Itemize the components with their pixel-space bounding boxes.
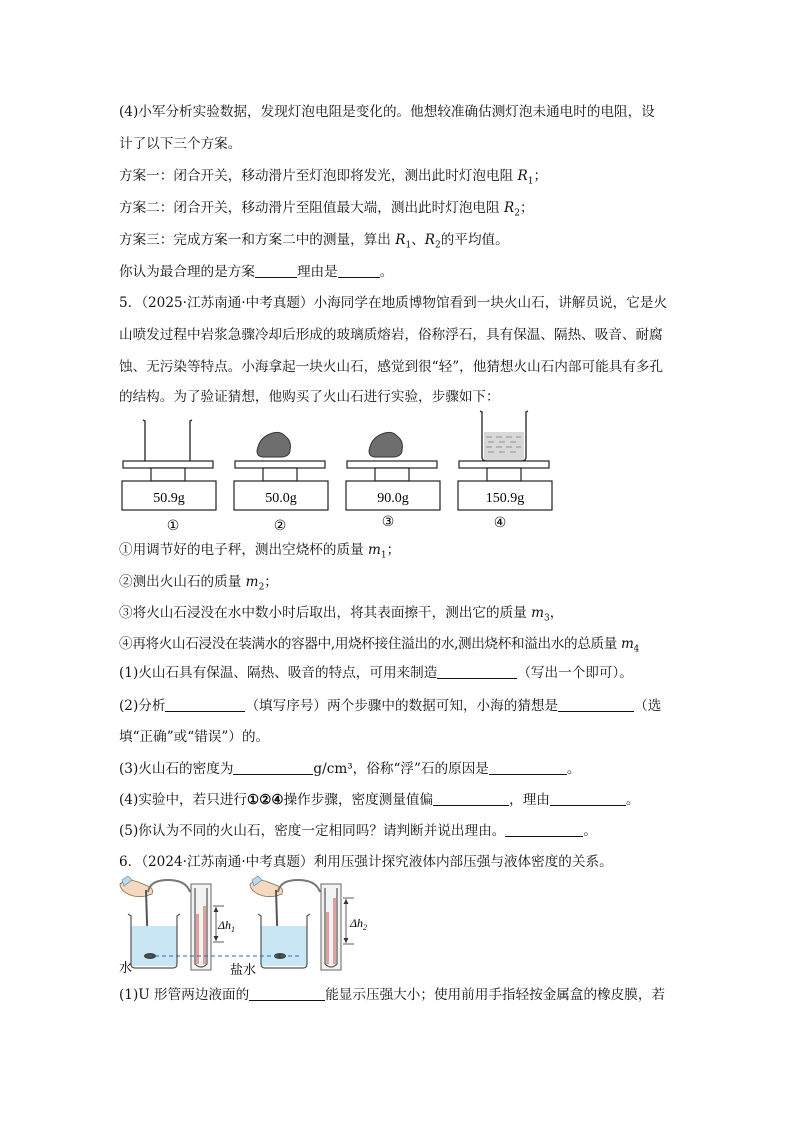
answer-blank[interactable] bbox=[505, 823, 583, 837]
scales-figure bbox=[118, 408, 558, 536]
step-4-sub: 4 bbox=[633, 644, 639, 655]
q4-line1: (4)小军分析实验数据，发现灯泡电阻是变化的。他想较准确估测灯泡未通电时的电阻，设 bbox=[119, 104, 655, 120]
water-fill-icon bbox=[131, 926, 177, 966]
q6-header: 6．（2024·江苏南通·中考真题）利用压强计探究液体内部压强与液体密度的关系。 bbox=[119, 854, 613, 870]
q4-question-c: 。 bbox=[379, 264, 394, 280]
plan-three-r2: R bbox=[424, 232, 436, 248]
q5-sub3-c: 。 bbox=[566, 761, 581, 777]
plan-one bbox=[119, 167, 547, 191]
step-1-sub: 1 bbox=[380, 550, 387, 561]
plan-three bbox=[119, 231, 509, 255]
q5-sub4-c: ，理由 bbox=[509, 792, 550, 808]
step-3-text: ③将火山石浸没在水中数小时后取出，将其表面擦干，测出它的质量 bbox=[119, 605, 532, 621]
plan-three-sub1: 1 bbox=[405, 240, 412, 251]
step-1-var: m bbox=[368, 542, 381, 558]
q5-sub2-b: （填写序号）两个步骤中的数据可知，小海的猜想是 bbox=[245, 698, 559, 714]
step-1-text: ①用调节好的电子秤，测出空烧杯的质量 bbox=[119, 542, 369, 558]
u-tube-board-icon bbox=[321, 884, 341, 970]
scale-pan-icon bbox=[347, 461, 437, 468]
plan-one-var: R bbox=[517, 168, 528, 184]
saltwater-setup bbox=[230, 876, 367, 976]
scale-number: ③ bbox=[381, 514, 395, 530]
u-tube-board-icon bbox=[191, 884, 211, 970]
scale-reading: 50.9g bbox=[153, 491, 185, 506]
answer-blank[interactable] bbox=[550, 792, 626, 806]
q4-question-a: 你认为最合理的是方案 bbox=[119, 264, 255, 280]
q5-sub5-b: 。 bbox=[583, 823, 597, 839]
plan-three-sep: 、 bbox=[411, 232, 425, 248]
scale-1 bbox=[122, 420, 216, 534]
q6-sub1 bbox=[119, 986, 665, 1004]
q5-sub3 bbox=[119, 760, 581, 778]
step-1 bbox=[119, 541, 400, 565]
q5-sub4-d: 。 bbox=[625, 792, 640, 808]
saltwater-fill-icon bbox=[261, 926, 307, 966]
q5-sub5 bbox=[119, 822, 597, 840]
q5-sub3-b: g/cm³，俗称“浮”石的原因是 bbox=[313, 761, 489, 777]
step-2-var: m bbox=[245, 574, 259, 590]
step-4 bbox=[119, 635, 639, 659]
q5-sub4-b: 操作步骤，密度测量值偏 bbox=[283, 792, 434, 808]
scale-reading: 50.0g bbox=[265, 491, 297, 506]
plan-two-var: R bbox=[503, 200, 515, 216]
q6-sub1-b: 能显示压强大小；使用前用手指轻按金属盒的橡皮膜，若 bbox=[325, 987, 666, 1003]
volcanic-rock-icon bbox=[257, 432, 290, 457]
plan-two-end: ； bbox=[519, 200, 534, 216]
q4-question-b: 理由是 bbox=[296, 264, 338, 280]
q5-sub4-a: (4)实验中，若只进行 bbox=[119, 792, 248, 808]
answer-blank[interactable] bbox=[489, 761, 567, 775]
q5-header-line3: 蚀、无污染等特点。小海拿起一块火山石，感觉到很“轻”，他猜想火山石内部可能具有多孔 bbox=[119, 359, 664, 375]
q4-question bbox=[119, 263, 393, 281]
plan-two-sub: 2 bbox=[514, 208, 520, 219]
step-2-end: ； bbox=[264, 574, 278, 590]
step-2 bbox=[119, 573, 278, 597]
answer-blank[interactable] bbox=[255, 264, 297, 278]
answer-blank[interactable] bbox=[558, 698, 634, 712]
plan-two bbox=[119, 199, 534, 223]
q5-sub2 bbox=[119, 697, 661, 715]
water-fill-icon bbox=[484, 432, 524, 460]
scale-number: ② bbox=[273, 518, 287, 534]
plan-three-end: 的平均值。 bbox=[440, 232, 509, 248]
plan-three-text: 方案三：完成方案一和方案二中的测量，算出 bbox=[119, 232, 396, 248]
water-label: 水 bbox=[119, 960, 133, 975]
q5-sub2-a: (2)分析 bbox=[119, 698, 166, 714]
q5-sub1-a: (1)火山石具有保温、隔热、吸音的特点，可用来制造 bbox=[119, 665, 438, 681]
plan-three-r1: R bbox=[395, 232, 406, 248]
q4-line2: 计了以下三个方案。 bbox=[119, 136, 242, 152]
step-3-var: m bbox=[531, 605, 545, 621]
step-3 bbox=[119, 604, 563, 628]
rubber-tube-icon bbox=[278, 880, 320, 892]
q5-sub4-steps: ①②④ bbox=[247, 792, 284, 808]
step-4-text: ④再将火山石浸没在装满水的容器中,用烧杯接住溢出的水,测出烧杯和溢出水的总质量 bbox=[119, 636, 621, 652]
plan-one-sub: 1 bbox=[527, 176, 534, 187]
answer-blank[interactable] bbox=[233, 761, 313, 775]
plan-one-text: 方案一：闭合开关，移动滑片至灯泡即将发光，测出此时灯泡电阻 bbox=[119, 168, 518, 184]
scale-pan-icon bbox=[235, 461, 325, 468]
q5-sub3-a: (3)火山石的密度为 bbox=[119, 761, 234, 777]
scale-pan-icon bbox=[459, 461, 549, 468]
q5-header-line4: 的结构。为了验证猜想，他购买了火山石进行实验，步骤如下： bbox=[119, 389, 500, 405]
q5-sub1 bbox=[119, 664, 633, 682]
q5-sub1-b: （写出一个即可）。 bbox=[517, 665, 633, 681]
q5-header-line2: 山喷发过程中岩浆急骤冷却后形成的玻璃质熔岩，俗称浮石，具有保温、隔热、吸音、耐腐 bbox=[119, 327, 663, 343]
scale-2 bbox=[234, 432, 328, 534]
saltwater-label: 盐水 bbox=[230, 962, 257, 976]
svg-text:Δh1 bbox=[217, 918, 235, 934]
dh1-sub: 1 bbox=[231, 925, 236, 934]
q5-sub2-c: （选 bbox=[634, 698, 662, 714]
scale-reading: 150.9g bbox=[485, 491, 525, 506]
water-setup bbox=[119, 876, 235, 975]
answer-blank[interactable] bbox=[165, 698, 245, 712]
step-3-end: ， bbox=[549, 605, 564, 621]
q6-sub1-a: (1)U 形管两边液面的 bbox=[119, 987, 250, 1003]
step-2-sub: 2 bbox=[258, 582, 265, 593]
q5-header-line1: 5．（2025·江苏南通·中考真题）小海同学在地质博物馆看到一块火山石，讲解员说，它是火 bbox=[119, 295, 668, 311]
q5-sub4 bbox=[119, 791, 639, 809]
answer-blank[interactable] bbox=[433, 792, 509, 806]
dh1-label: Δh bbox=[218, 918, 232, 932]
answer-blank[interactable] bbox=[437, 665, 517, 679]
step-3-sub: 3 bbox=[544, 613, 550, 624]
step-2-text: ②测出火山石的质量 bbox=[119, 574, 246, 590]
step-1-end: ； bbox=[386, 542, 401, 558]
scale-number: ④ bbox=[493, 515, 507, 531]
answer-blank[interactable] bbox=[249, 987, 325, 1001]
answer-blank[interactable] bbox=[338, 264, 380, 278]
volcanic-rock-icon bbox=[369, 432, 402, 457]
scale-reading: 90.0g bbox=[377, 491, 409, 506]
scale-number: ① bbox=[166, 518, 180, 534]
step-4-var: m bbox=[620, 636, 634, 652]
dh2-sub: 2 bbox=[363, 923, 368, 932]
svg-text:Δh2 bbox=[349, 916, 367, 932]
scale-3 bbox=[346, 432, 440, 530]
plan-one-end: ； bbox=[533, 168, 548, 184]
scale-pan-icon bbox=[123, 461, 213, 468]
dh2-label: Δh bbox=[350, 916, 364, 930]
rubber-tube-icon bbox=[148, 880, 190, 892]
q5-sub5-a: (5)你认为不同的火山石，密度一定相同吗？请判断并说出理由。 bbox=[119, 823, 506, 839]
q5-sub2-line2: 填“正确”或“错误”）的。 bbox=[119, 729, 270, 745]
pressure-gauge-figure bbox=[118, 876, 378, 976]
plan-three-sub2: 2 bbox=[435, 240, 441, 251]
plan-two-text: 方案二：闭合开关，移动滑片至阻值最大端，测出此时灯泡电阻 bbox=[119, 200, 504, 216]
scale-4 bbox=[458, 411, 552, 531]
